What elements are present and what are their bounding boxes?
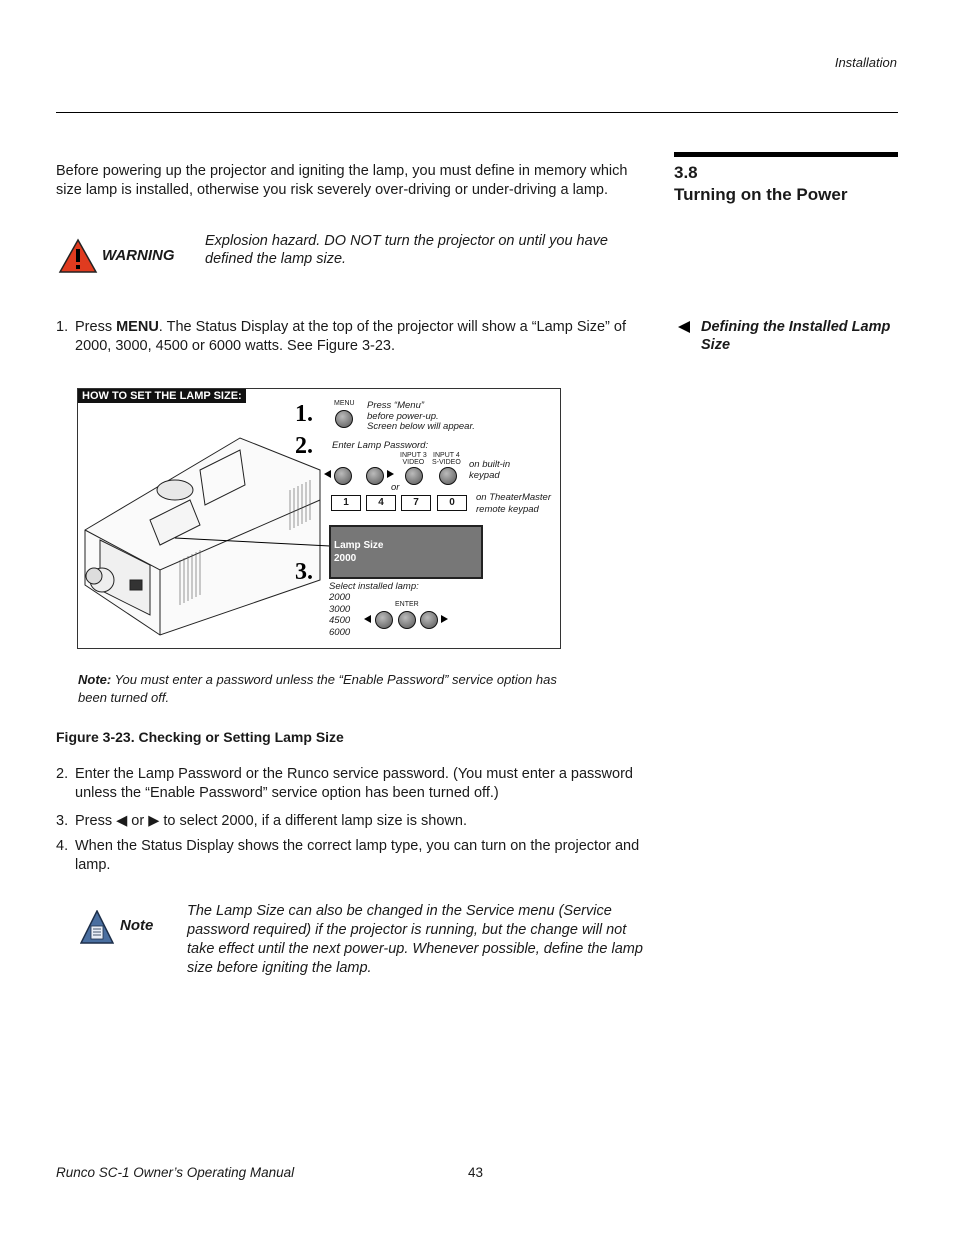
warning-text: Explosion hazard. DO NOT turn the projector on until you have defined the lamp size. bbox=[205, 233, 608, 267]
select-lamp-text: Select installed lamp: bbox=[329, 581, 419, 592]
left-button bbox=[334, 467, 352, 485]
status-display-text: Lamp Size 2000 bbox=[334, 540, 384, 564]
input4-label: INPUT 4 S-VIDEO bbox=[432, 452, 461, 466]
note-icon bbox=[80, 910, 114, 944]
enter-button bbox=[398, 611, 416, 629]
enter-button-label: ENTER bbox=[395, 601, 419, 608]
menu-button-label: MENU bbox=[334, 400, 355, 407]
select-left-arrow-icon bbox=[364, 615, 371, 623]
warning-label: WARNING bbox=[102, 247, 175, 264]
figure-step-2-badge: 2. bbox=[295, 433, 313, 459]
step-1-number: 1. bbox=[56, 319, 69, 335]
intro-paragraph: Before powering up the projector and igniting the lamp, you must define in memory which size lamp is installed, otherwise you risk severely over-driving or under-driving a lamp. bbox=[56, 163, 628, 198]
figure-step-1-badge: 1. bbox=[295, 401, 313, 427]
note-label: Note bbox=[120, 917, 154, 934]
projector-illustration bbox=[80, 430, 330, 642]
input3-label: INPUT 3 VIDEO bbox=[400, 452, 427, 466]
left-arrow-glyph-icon: ◀ bbox=[116, 813, 128, 829]
section-rule bbox=[674, 152, 898, 157]
step-1-text: Press MENU. The Status Display at the top of the projector will show a “Lamp Size” of 2000, 3000, 4500 or 6000 watts. See Figure 3-23. bbox=[75, 319, 626, 354]
select-right-button bbox=[420, 611, 438, 629]
figure-step-3-badge: 3. bbox=[295, 559, 313, 585]
right-arrow-glyph-icon: ▶ bbox=[148, 813, 160, 829]
sidehead: Defining the Installed Lamp Size bbox=[701, 319, 891, 353]
right-button bbox=[366, 467, 384, 485]
built-in-keypad-text: on built-in keypad bbox=[469, 459, 511, 481]
select-left-button bbox=[375, 611, 393, 629]
figure-note: Note: You must enter a password unless the “Enable Password” service option has been turned off. bbox=[78, 672, 557, 705]
section-title: Turning on the Power bbox=[674, 185, 848, 204]
right-arrow-icon bbox=[387, 470, 394, 478]
lamp-size-list: 2000 3000 4500 6000 bbox=[329, 592, 351, 638]
key-1: 1 bbox=[331, 495, 361, 511]
select-right-arrow-icon bbox=[441, 615, 448, 623]
key-4: 4 bbox=[366, 495, 396, 511]
header-rule bbox=[56, 112, 898, 113]
left-arrow-icon bbox=[324, 470, 331, 478]
sidehead-arrow-icon bbox=[678, 321, 690, 333]
warning-icon bbox=[58, 238, 98, 274]
page-number: 43 bbox=[468, 1165, 484, 1180]
note-text: The Lamp Size can also be changed in the Service menu (Service password required) if the projector is running, but the change will not take effect until the next power-up. Whenever possible, define the lamp size before igniting the lamp. bbox=[187, 903, 643, 976]
menu-button bbox=[335, 410, 353, 428]
footer-manual-title: Runco SC-1 Owner’s Operating Manual bbox=[56, 1165, 295, 1180]
key-7: 7 bbox=[401, 495, 431, 511]
enter-password-text: Enter Lamp Password: bbox=[332, 440, 429, 451]
input3-button bbox=[405, 467, 423, 485]
section-number: 3.8 bbox=[674, 163, 698, 182]
or-text: or bbox=[391, 482, 400, 493]
press-menu-text: Press “Menu” before power-up. Screen below will appear. bbox=[367, 400, 475, 432]
figure-title: HOW TO SET THE LAMP SIZE: bbox=[78, 389, 246, 403]
remote-keypad-text: on TheaterMaster remote keypad bbox=[476, 492, 551, 515]
figure-caption: Figure 3-23. Checking or Setting Lamp Size bbox=[56, 729, 344, 745]
input4-button bbox=[439, 467, 457, 485]
key-0: 0 bbox=[437, 495, 467, 511]
running-header: Installation bbox=[834, 55, 897, 70]
